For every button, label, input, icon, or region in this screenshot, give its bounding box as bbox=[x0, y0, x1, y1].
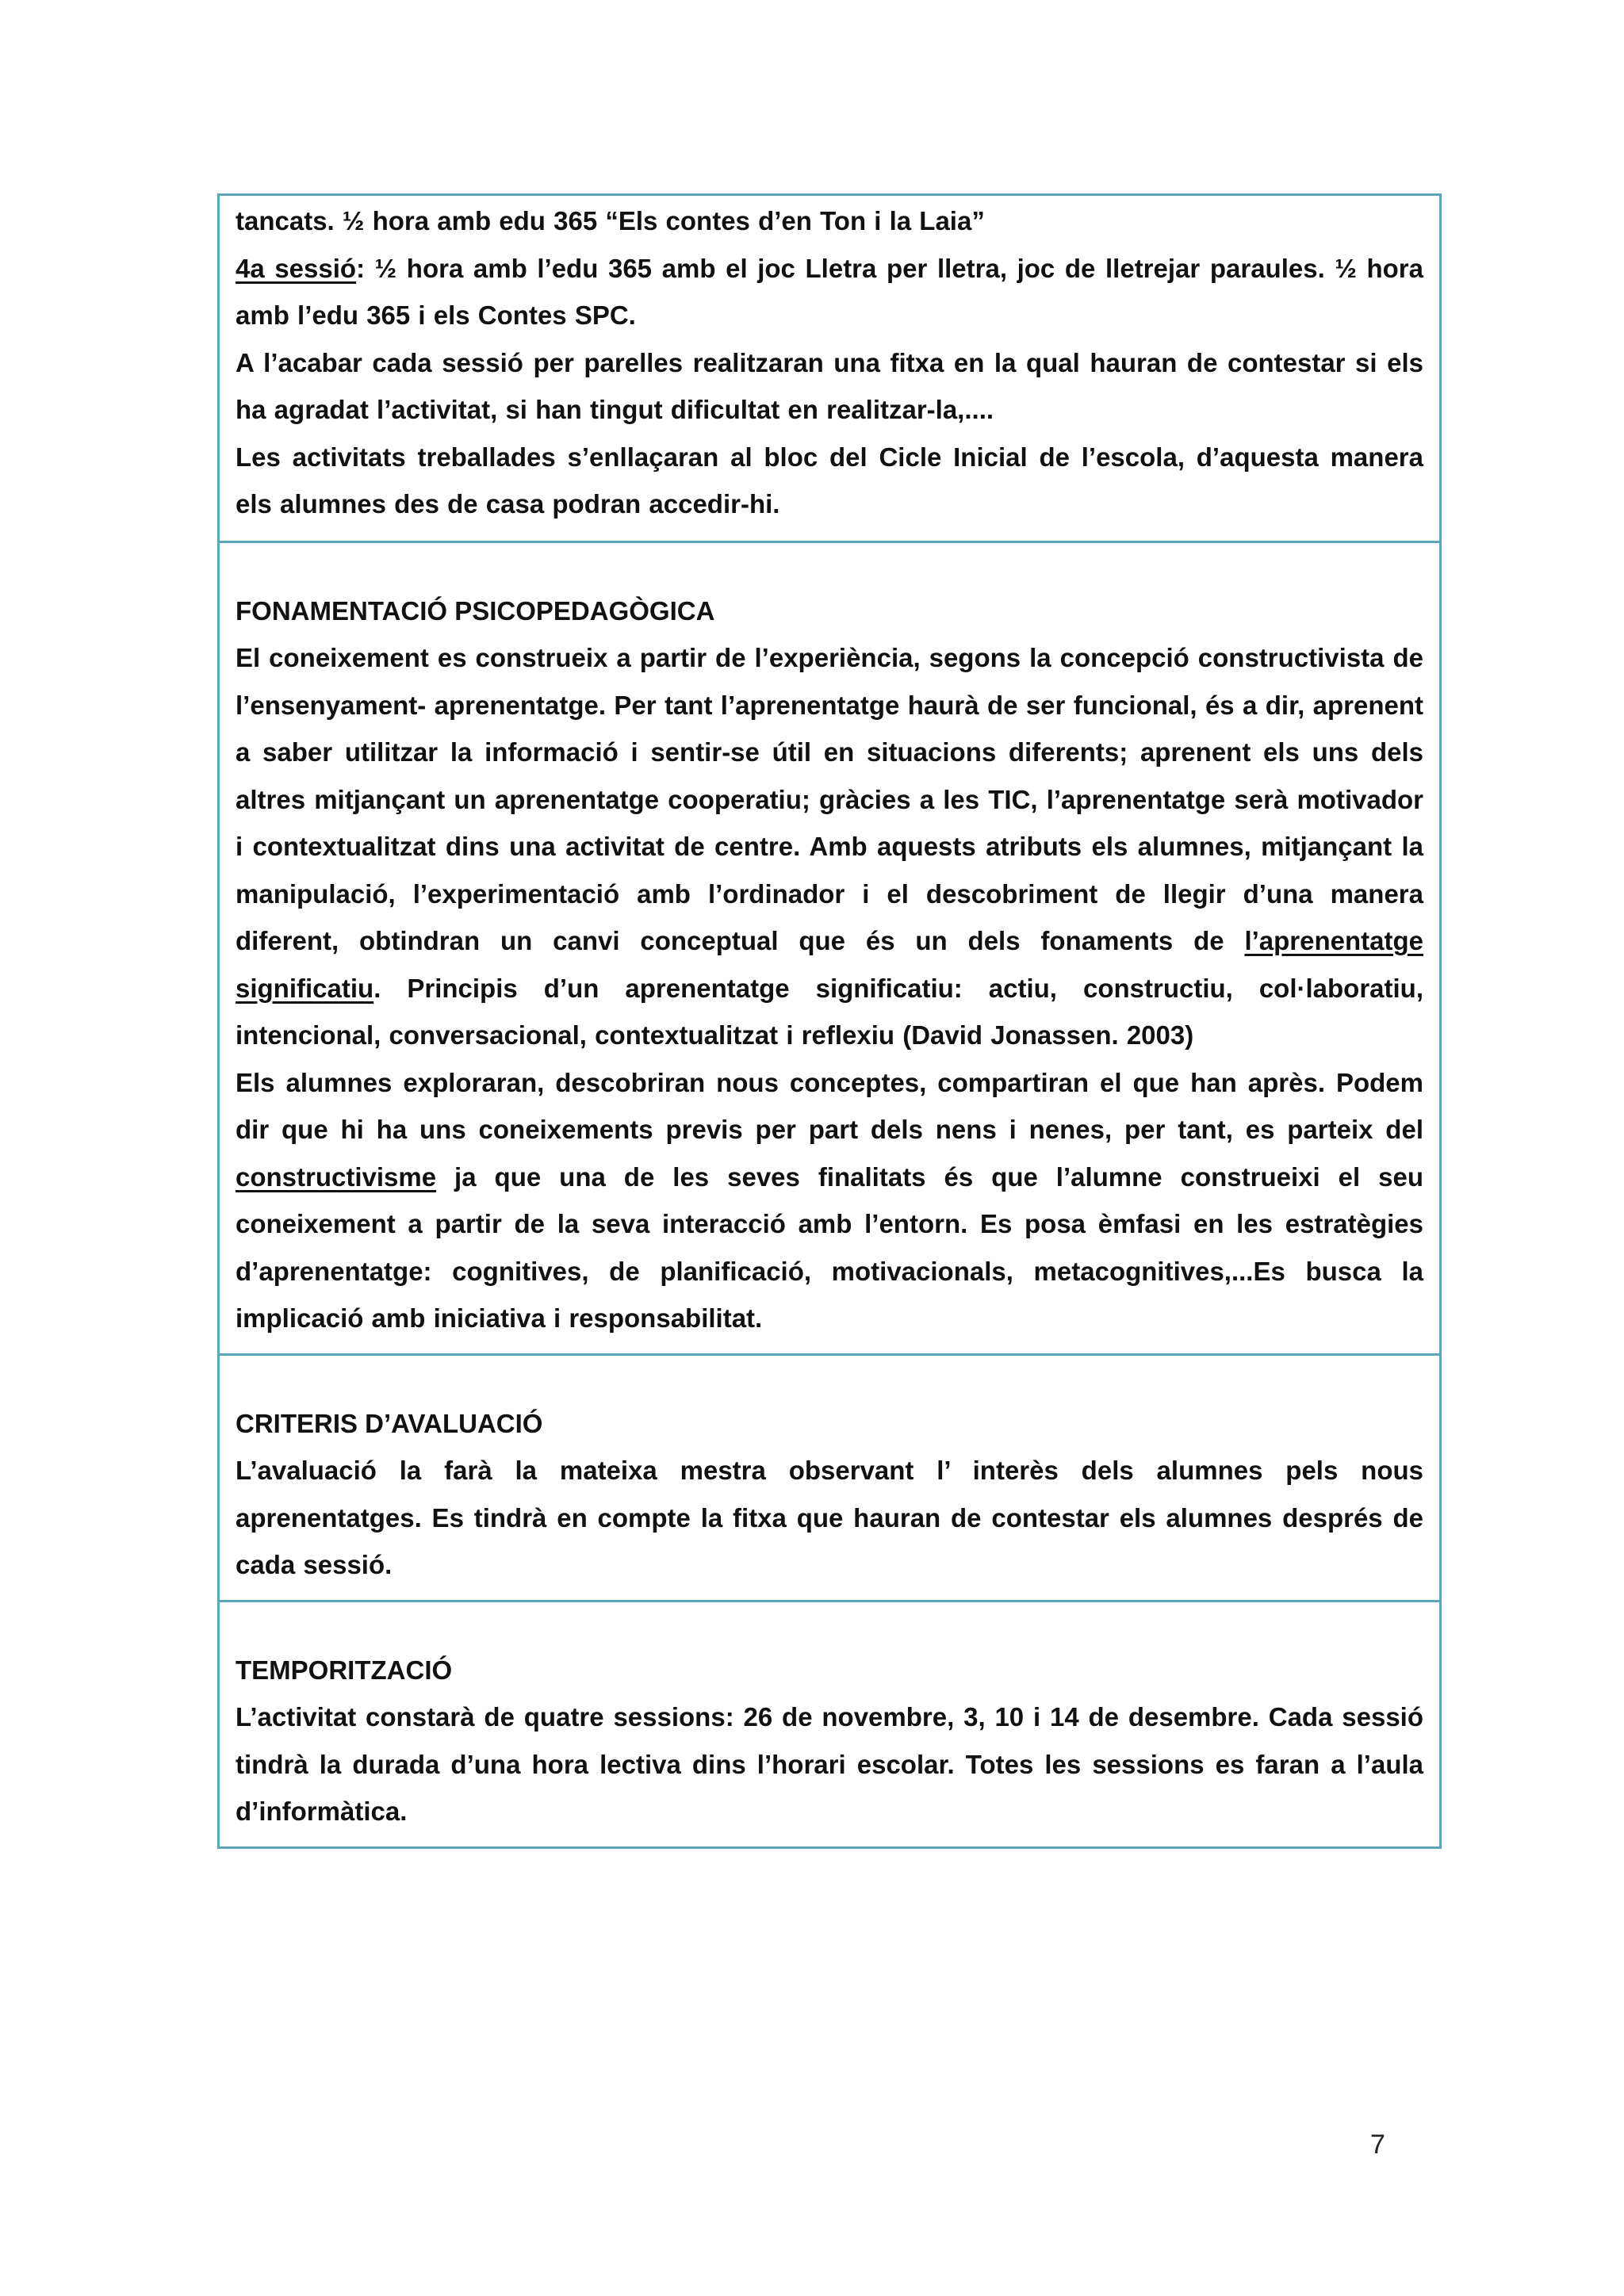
session4-text: : ½ hora amb l’edu 365 amb el joc Lletra per lletra, joc de lletrejar paraules. ½ hora amb l’edu 365 i els Contes SPC. bbox=[236, 253, 1423, 330]
page-number: 7 bbox=[1370, 2130, 1385, 2160]
fitxa-paragraph: A l’acabar cada sessió per parelles realitzaran una fitxa en la qual hauran de contestar si els ha agradat l’activitat, si han tingut dificultat en realitzar-la,.... bbox=[236, 347, 1423, 424]
criteris-cell bbox=[220, 1353, 1439, 1600]
temporitzacio-cell bbox=[220, 1600, 1439, 1846]
aprenentatge-significatiu-term: l’aprenentatge significatiu bbox=[236, 926, 1423, 1003]
bloc-paragraph: Les activitats treballades s’enllaçaran al bloc del Cicle Inicial de l’escola, d’aquesta manera els alumnes des de casa podran accedir-hi. bbox=[236, 442, 1423, 519]
document-table bbox=[217, 193, 1442, 1849]
fonamentacio-cell bbox=[220, 541, 1439, 1353]
session4-label: 4a sessió bbox=[236, 253, 357, 283]
constructivisme-term: constructivisme bbox=[236, 1161, 437, 1192]
temporitzacio-heading: TEMPORITZACIÓ bbox=[236, 1655, 453, 1685]
session3-continuation: tancats. ½ hora amb edu 365 “Els contes d’en Ton i la Laia” bbox=[236, 206, 985, 235]
temporitzacio-paragraph: L’activitat constarà de quatre sessions: 26 de novembre, 3, 10 i 14 de desembre. Cada sessió tindrà la durada d’una hora lectiva dins l’horari escolar. Totes les sessions es faran a l’aula d’informàtica. bbox=[236, 1702, 1423, 1826]
session4-paragraph bbox=[236, 245, 1423, 339]
fonamentacio-paragraph-1: El coneixement es construeix a partir de l’experiència, segons la concepció constructivista de l’ensenyament- aprenentatge. Per tant l’aprenentatge haurà de ser funcional, és a dir, aprenent a saber utilitzar la informació i sentir-se útil en situacions diferents; aprenent els uns dels altres mitjançant un aprenentatge cooperatiu; gràcies a les TIC, l’aprenentatge serà motivador i contextualitzat dins una activitat de centre. Amb aquests atributs els alumnes, mitjançant la manipulació, l’experimentació amb l’ordinador i el descobriment de llegir d’una manera diferent, obtindran un canvi conceptual que és un dels fonaments de l’aprenentatge significatiu. Principis d’un aprenentatge significatiu: actiu, constructiu, col·laboratiu, intencional, conversacional, contextualitzat i reflexiu (David Jonassen. 2003) bbox=[236, 643, 1423, 1050]
fonamentacio-paragraph-2: Els alumnes exploraran, descobriran nous conceptes, compartiran el que han après. Podem dir que hi ha uns coneixements previs per part dels nens i nenes, per tant, es parteix del constructivisme ja que una de les seves finalitats és que l’alumne construeixi el seu coneixement a partir de la seva interacció amb l’entorn. Es posa èmfasi en les estratègies d’aprenentatge: cognitives, de planificació, motivacionals, metacognitives,...Es busca la implicació amb iniciativa i responsabilitat. bbox=[236, 1067, 1423, 1333]
fonamentacio-heading: FONAMENTACIÓ PSICOPEDAGÒGICA bbox=[236, 595, 715, 626]
criteris-paragraph: L’avaluació la farà la mateixa mestra observant l’ interès dels alumnes pels nous aprenentatges. Es tindrà en compte la fitxa que hauran de contestar els alumnes després de cada sessió. bbox=[236, 1456, 1423, 1579]
activities-cell bbox=[220, 196, 1439, 541]
criteris-heading: CRITERIS D’AVALUACIÓ bbox=[236, 1408, 543, 1438]
